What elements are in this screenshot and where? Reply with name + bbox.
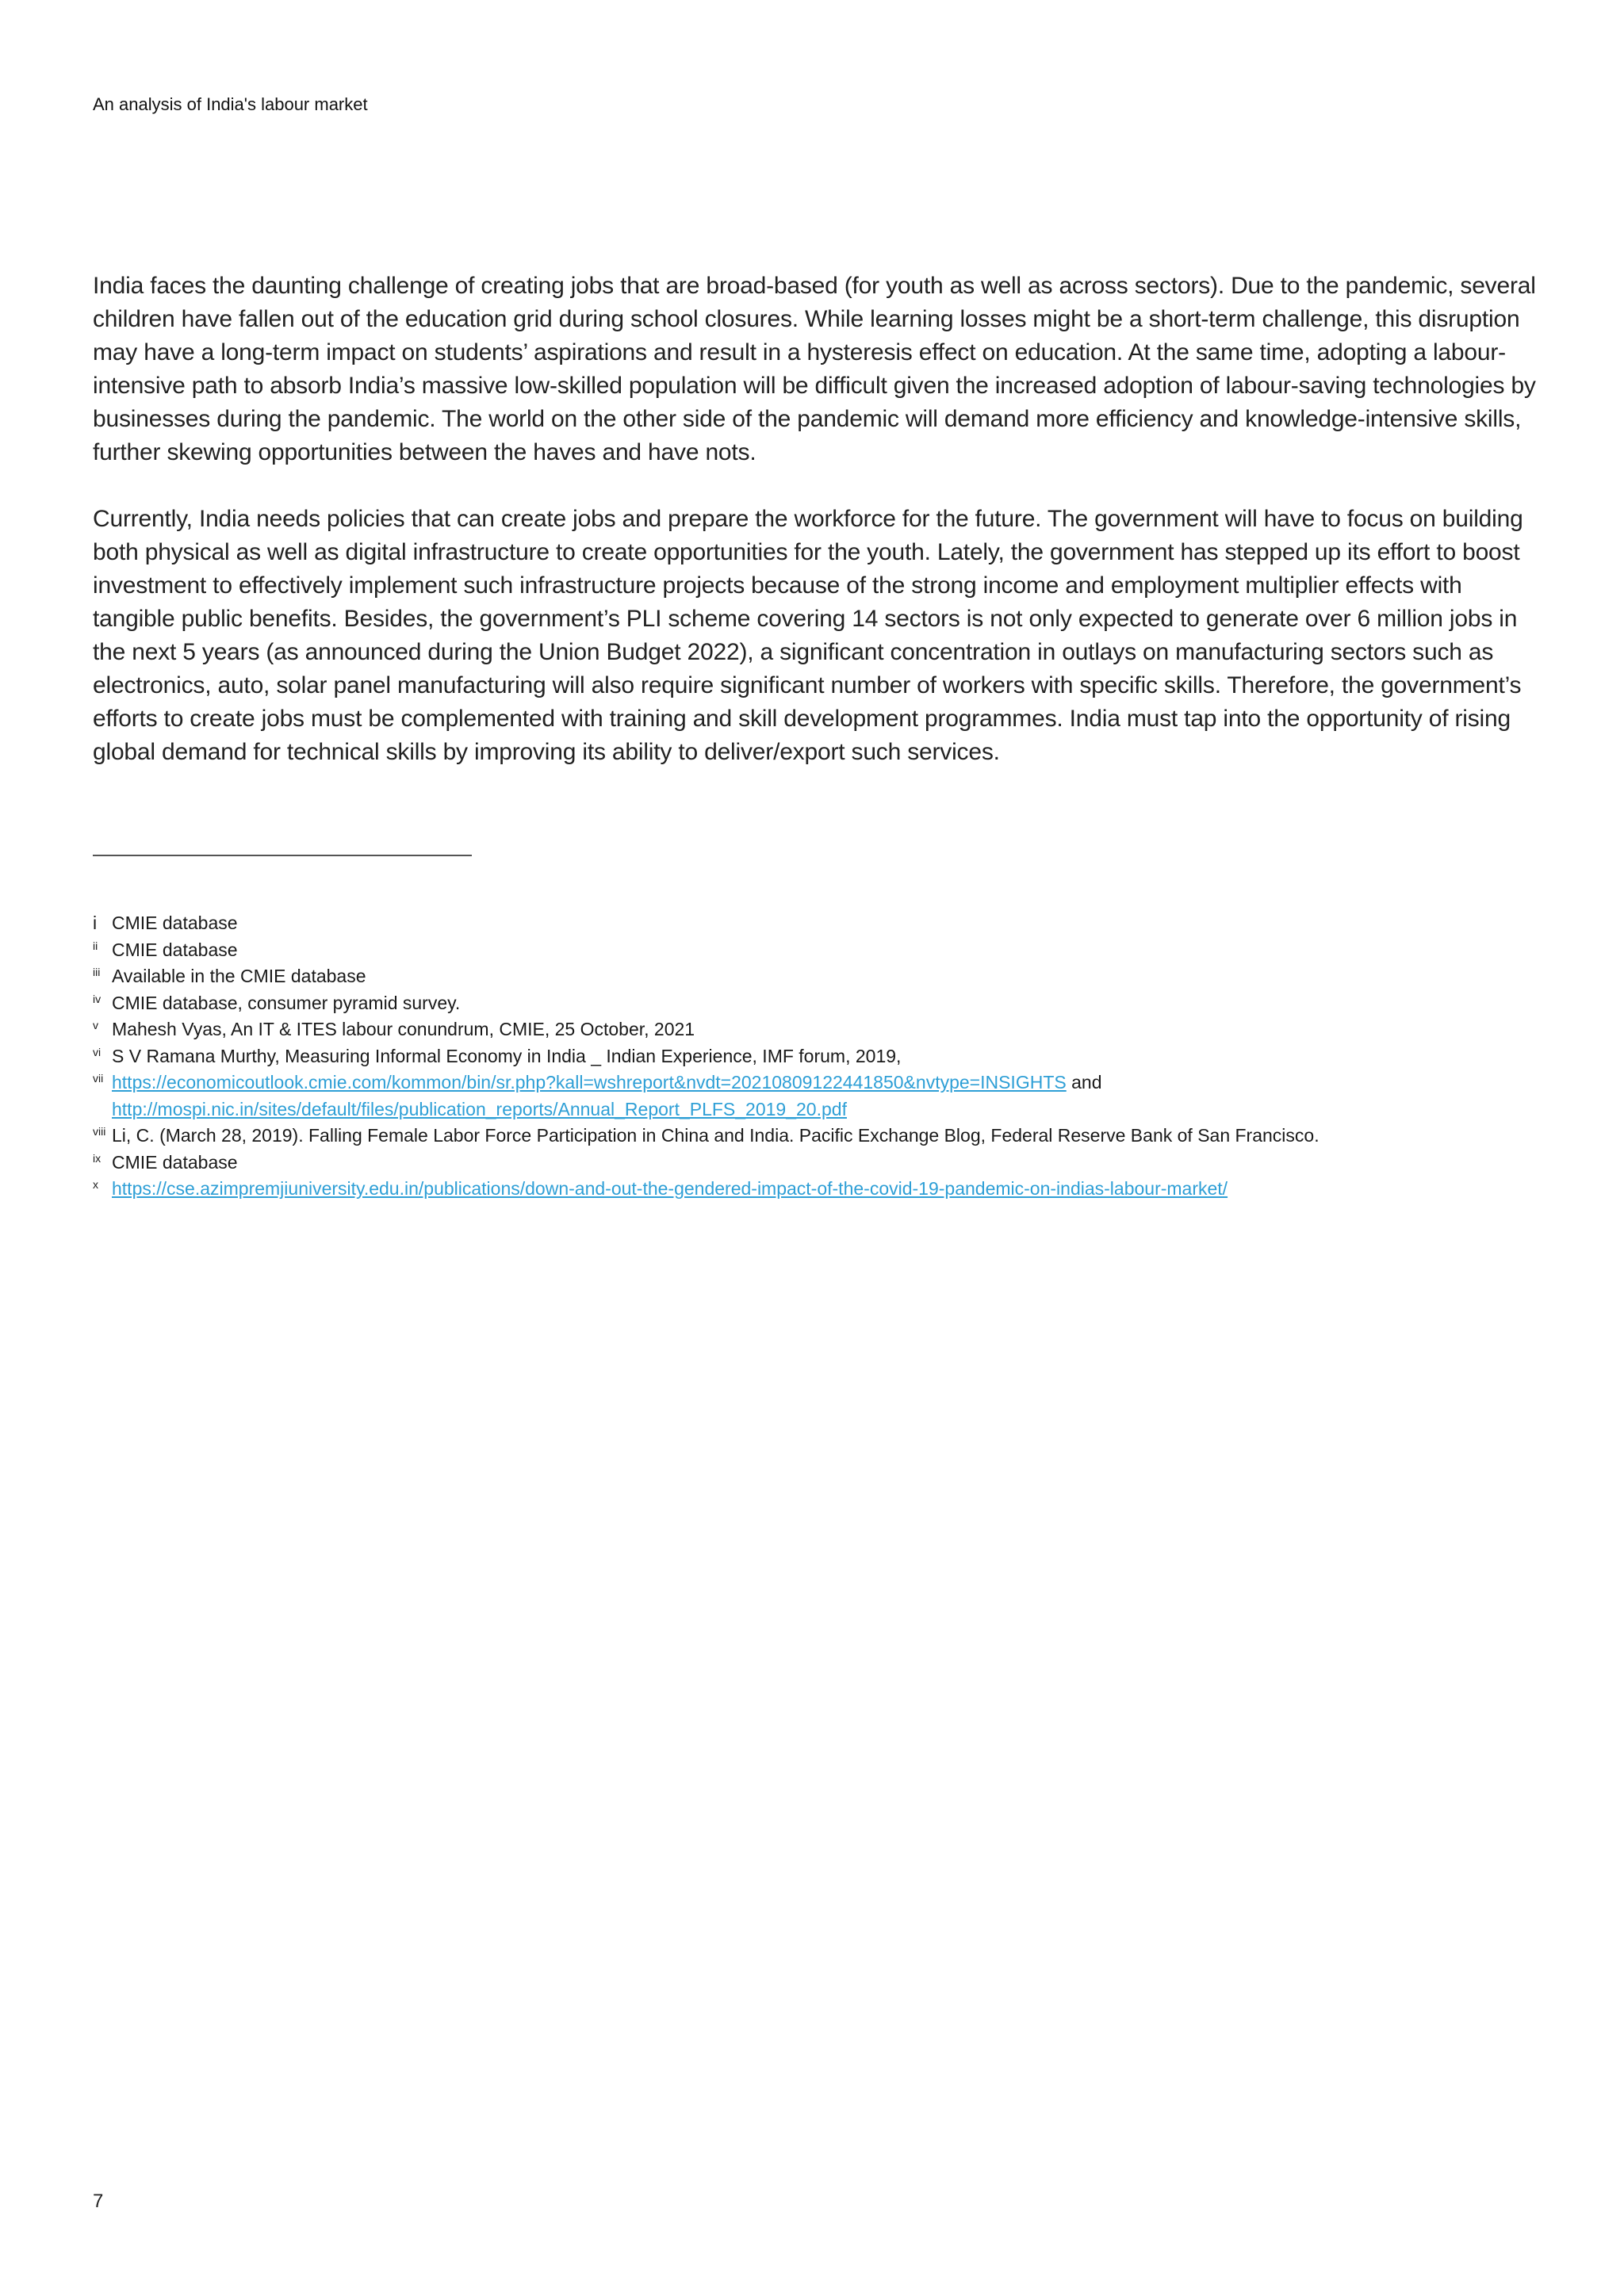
footnote-separator	[93, 855, 472, 856]
footnote-marker: ix	[93, 1151, 102, 1165]
footnote-text: S V Ramana Murthy, Measuring Informal Economy in India _ Indian Experience, IMF forum, 2019,	[112, 1045, 902, 1066]
footnote-item	[93, 1123, 1544, 1150]
footnote-item	[93, 963, 1544, 990]
footnote-marker: vi	[93, 1045, 102, 1058]
footnote-item	[93, 1176, 1544, 1203]
footnote-text: CMIE database, consumer pyramid survey.	[112, 992, 461, 1013]
footnote-marker: ii	[93, 939, 98, 952]
footnote-text: Li, C. (March 28, 2019). Falling Female Labor Force Participation in China and India. Pacific Exchange Blog, Federal Reserve Bank of San Francisco.	[112, 1125, 1320, 1146]
footnote-marker: viii	[93, 1125, 106, 1138]
main-body	[93, 270, 1541, 802]
footnote-item	[93, 1070, 1544, 1123]
footnote-marker: v	[93, 1019, 98, 1031]
footnote-marker: vii	[93, 1072, 104, 1085]
footnote-item	[93, 1150, 1544, 1177]
footnote-link-cmie[interactable]: https://economicoutlook.cmie.com/kommon/bin/sr.php?kall=wshreport&nvdt=20210809122441850&nvtype=INSIGHTS	[112, 1072, 1067, 1093]
footnote-marker: iv	[93, 992, 102, 1005]
footnote-link-azim-premji[interactable]: https://cse.azimpremjiuniversity.edu.in/publications/down-and-out-the-gendered-impact-of-the-covid-19-pandemic-on-indias-labour-market/	[112, 1178, 1228, 1199]
footnote-marker: i	[93, 913, 98, 933]
footnote-item	[93, 1016, 1544, 1043]
footnote-text: CMIE database	[112, 939, 238, 960]
footnote-item	[93, 910, 1544, 937]
footnote-marker: iii	[93, 966, 101, 978]
running-header: An analysis of India's labour market	[93, 94, 368, 114]
footnote-text: Available in the CMIE database	[112, 966, 366, 986]
footnote-connector: and	[1066, 1072, 1102, 1093]
footnote-item	[93, 990, 1544, 1017]
body-paragraph: Currently, India needs policies that can create jobs and prepare the workforce for the future. The government will have to focus on building both physical as well as digital infrastructure to create opportunities for the youth. Lately, the government has stepped up its effort to boost investment to effectively implement such infrastructure projects because of the strong income and employment multiplier effects with tangible public benefits. Besides, the government’s PLI scheme covering 14 sectors is not only expected to generate over 6 million jobs in the next 5 years (as announced during the Union Budget 2022), a significant concentration in outlays on manufacturing sectors such as electronics, auto, solar panel manufacturing will also require significant number of workers with specific skills. Therefore, the government’s efforts to create jobs must be complemented with training and skill development programmes. India must tap into the opportunity of rising global demand for technical skills by improving its ability to deliver/export such services.	[93, 506, 1523, 765]
footnotes	[93, 910, 1544, 1203]
footnote-link-mospi[interactable]: http://mospi.nic.in/sites/default/files/publication_reports/Annual_Report_PLFS_2019_20.pdf	[112, 1098, 847, 1119]
footnote-text: CMIE database	[112, 913, 238, 933]
footnote-item	[93, 937, 1544, 964]
footnote-text: Mahesh Vyas, An IT & ITES labour conundrum, CMIE, 25 October, 2021	[112, 1019, 695, 1039]
footnote-item	[93, 1043, 1544, 1070]
footnote-marker: x	[93, 1178, 98, 1191]
page-number: 7	[93, 2191, 104, 2212]
body-paragraph: India faces the daunting challenge of creating jobs that are broad-based (for youth as well as across sectors). Due to the pandemic, several children have fallen out of the education grid during school closures. While learning losses might be a short-term challenge, this disruption may have a long-term impact on students’ aspirations and result in a hysteresis effect on education. At the same time, adopting a labour-intensive path to absorb India’s massive low-skilled population will be difficult given the increased adoption of labour-saving technologies by businesses during the pandemic. The world on the other side of the pandemic will demand more efficiency and knowledge-intensive skills, further skewing opportunities between the haves and have nots.	[93, 273, 1536, 465]
footnote-text: CMIE database	[112, 1151, 238, 1173]
